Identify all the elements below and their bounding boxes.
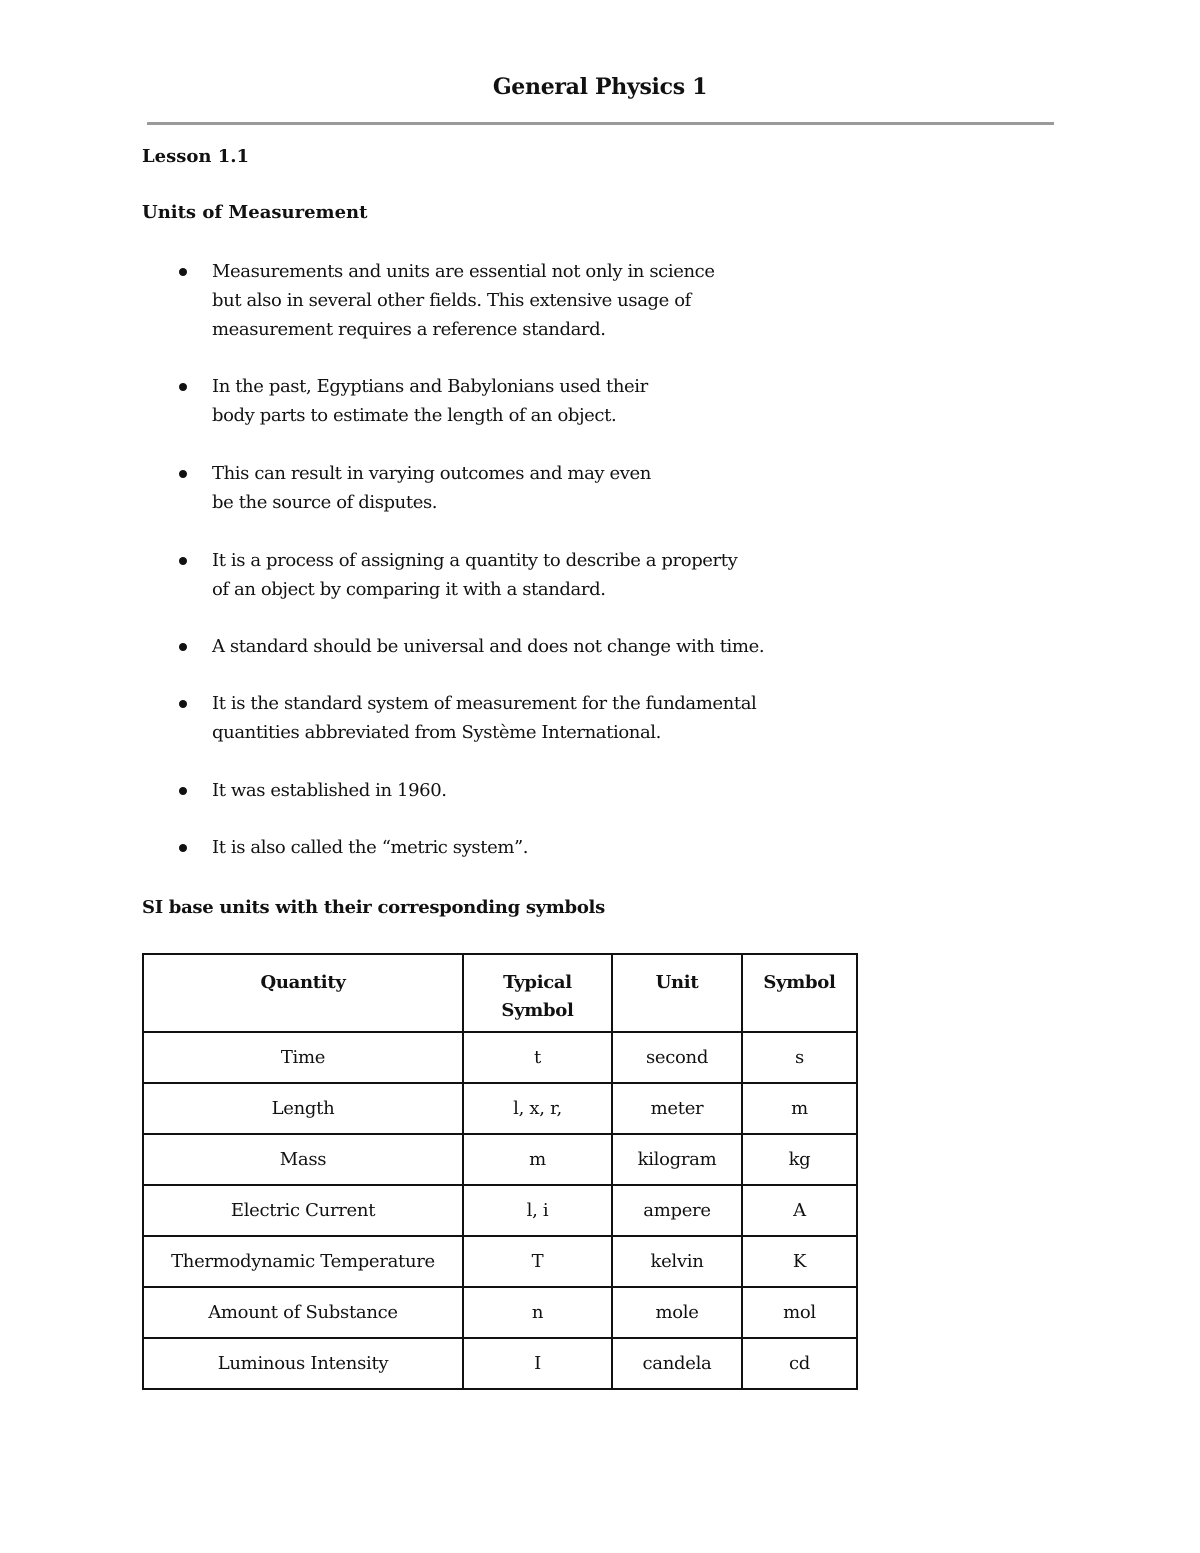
cell-symbol: s bbox=[742, 1032, 857, 1083]
bullet-text-line: It is also called the “metric system”. bbox=[212, 837, 529, 858]
bullet-icon bbox=[179, 383, 187, 391]
cell-symbol: m bbox=[742, 1083, 857, 1134]
bullet-item bbox=[212, 257, 852, 344]
cell-unit: meter bbox=[612, 1083, 742, 1134]
bullet-text-line: A standard should be universal and does not change with time. bbox=[212, 636, 765, 657]
bullet-text-line: be the source of disputes. bbox=[212, 492, 438, 513]
cell-quantity: Mass bbox=[143, 1134, 463, 1185]
cell-symbol: A bbox=[742, 1185, 857, 1236]
bullet-text-line: It is a process of assigning a quantity to describe a property bbox=[212, 550, 738, 571]
header-unit: Unit bbox=[612, 954, 742, 1032]
header-quantity: Quantity bbox=[143, 954, 463, 1032]
table-row bbox=[143, 1083, 857, 1134]
bullet-text-line: quantities abbreviated from Système International. bbox=[212, 722, 661, 743]
cell-symbol: kg bbox=[742, 1134, 857, 1185]
header-symbol: Symbol bbox=[742, 954, 857, 1032]
header-typical-symbol-line1: Typical bbox=[503, 972, 572, 993]
cell-unit: ampere bbox=[612, 1185, 742, 1236]
cell-quantity: Amount of Substance bbox=[143, 1287, 463, 1338]
page-title: General Physics 1 bbox=[492, 74, 708, 100]
cell-symbol: K bbox=[742, 1236, 857, 1287]
table-row bbox=[143, 1032, 857, 1083]
bullet-icon bbox=[179, 844, 187, 852]
bullet-text-line: body parts to estimate the length of an object. bbox=[212, 405, 617, 426]
cell-unit: second bbox=[612, 1032, 742, 1083]
header-divider bbox=[147, 122, 1054, 125]
cell-typical-symbol: I bbox=[463, 1338, 612, 1389]
cell-typical-symbol: n bbox=[463, 1287, 612, 1338]
bullet-text-line: In the past, Egyptians and Babylonians used their bbox=[212, 376, 648, 397]
table-header-row bbox=[143, 954, 857, 1032]
cell-typical-symbol: t bbox=[463, 1032, 612, 1083]
bullet-item bbox=[212, 546, 852, 604]
bullet-text-line: but also in several other fields. This extensive usage of bbox=[212, 290, 691, 311]
cell-symbol: mol bbox=[742, 1287, 857, 1338]
lesson-label: Lesson 1.1 bbox=[142, 146, 250, 167]
table-caption: SI base units with their corresponding symbols bbox=[142, 897, 605, 918]
table-row bbox=[143, 1236, 857, 1287]
bullet-icon bbox=[179, 557, 187, 565]
cell-quantity: Thermodynamic Temperature bbox=[143, 1236, 463, 1287]
cell-typical-symbol: m bbox=[463, 1134, 612, 1185]
bullet-text-line: measurement requires a reference standard. bbox=[212, 319, 606, 340]
bullet-text-line: of an object by comparing it with a standard. bbox=[212, 579, 606, 600]
header-typical-symbol-line2: Symbol bbox=[501, 1000, 574, 1021]
cell-unit: mole bbox=[612, 1287, 742, 1338]
bullet-icon bbox=[179, 268, 187, 276]
cell-typical-symbol: l, i bbox=[463, 1185, 612, 1236]
si-units-table bbox=[142, 953, 858, 1390]
table-row bbox=[143, 1287, 857, 1338]
cell-unit: candela bbox=[612, 1338, 742, 1389]
bullet-text-line: It is the standard system of measurement for the fundamental bbox=[212, 693, 757, 714]
table-row bbox=[143, 1185, 857, 1236]
bullet-item bbox=[212, 776, 852, 805]
bullet-text-line: Measurements and units are essential not only in science bbox=[212, 261, 715, 282]
bullet-icon bbox=[179, 643, 187, 651]
bullet-item bbox=[212, 459, 852, 517]
bullet-text-line: It was established in 1960. bbox=[212, 780, 447, 801]
table-row bbox=[143, 1134, 857, 1185]
bullet-item bbox=[212, 372, 852, 430]
cell-typical-symbol: T bbox=[463, 1236, 612, 1287]
bullet-icon bbox=[179, 787, 187, 795]
cell-quantity: Time bbox=[143, 1032, 463, 1083]
cell-unit: kelvin bbox=[612, 1236, 742, 1287]
cell-unit: kilogram bbox=[612, 1134, 742, 1185]
bullet-text-line: This can result in varying outcomes and may even bbox=[212, 463, 651, 484]
bullet-icon bbox=[179, 700, 187, 708]
cell-quantity: Length bbox=[143, 1083, 463, 1134]
cell-typical-symbol: l, x, r, bbox=[463, 1083, 612, 1134]
bullet-item bbox=[212, 632, 852, 661]
table-row bbox=[143, 1338, 857, 1389]
cell-quantity: Electric Current bbox=[143, 1185, 463, 1236]
section-heading: Units of Measurement bbox=[142, 202, 368, 223]
cell-symbol: cd bbox=[742, 1338, 857, 1389]
header-typical-symbol bbox=[463, 954, 612, 1032]
bullet-item bbox=[212, 833, 852, 862]
bullet-icon bbox=[179, 470, 187, 478]
cell-quantity: Luminous Intensity bbox=[143, 1338, 463, 1389]
bullet-item bbox=[212, 689, 852, 747]
